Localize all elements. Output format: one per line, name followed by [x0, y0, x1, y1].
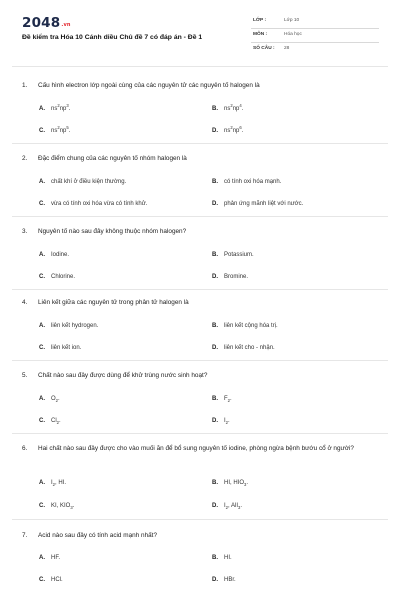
option-text: $ns^2np^6$. — [224, 125, 244, 134]
meta-value: Hóa học — [284, 32, 302, 37]
option-text: $F_2$. — [224, 396, 232, 404]
question-stem — [22, 531, 372, 542]
option-c[interactable] — [39, 201, 147, 207]
option-b[interactable] — [212, 252, 254, 258]
question-divider — [12, 433, 388, 434]
option-letter: B. — [212, 323, 218, 329]
option-c[interactable] — [39, 125, 71, 134]
question-stem — [22, 444, 372, 455]
option-letter: C. — [39, 418, 45, 424]
option-letter: A. — [39, 252, 45, 258]
option-d[interactable] — [212, 201, 303, 207]
option-text: $I_2$, HI. — [51, 480, 67, 488]
question-text: Nguyên tố nào sau đây không thuộc nhóm halogen? — [38, 228, 187, 235]
option-c[interactable] — [39, 418, 61, 424]
option-letter: A. — [39, 396, 45, 402]
question-stem — [22, 154, 372, 165]
option-b[interactable] — [212, 179, 281, 185]
option-d[interactable] — [212, 345, 275, 351]
meta-key: LỚP : — [253, 18, 267, 23]
option-letter: A. — [39, 480, 45, 486]
option-text: liên kết ion. — [51, 345, 82, 351]
option-text: $ns^2np^4$. — [224, 103, 244, 112]
meta-key: SỐ CÂU : — [253, 46, 275, 51]
option-a[interactable] — [39, 252, 69, 258]
site-logo[interactable] — [22, 15, 71, 31]
document-title: Đề kiểm tra Hóa 10 Cánh diều Chủ đề 7 có đáp án - Đề 1 — [22, 34, 203, 41]
option-a[interactable] — [39, 396, 60, 402]
option-text: có tính oxi hóa mạnh. — [224, 179, 282, 185]
option-letter: D. — [212, 577, 218, 583]
option-letter: D. — [212, 503, 218, 509]
option-text: $I_2$, AlI$_3$. — [224, 503, 243, 511]
option-d[interactable] — [212, 418, 230, 424]
option-letter: C. — [39, 577, 45, 583]
option-letter: A. — [39, 106, 45, 112]
question-number: 6. — [22, 445, 28, 452]
option-d[interactable] — [212, 125, 244, 134]
option-a[interactable] — [39, 179, 126, 185]
option-text: HI, $HIO_3$. — [224, 480, 249, 488]
option-letter: D. — [212, 345, 218, 351]
question-text: Hai chất nào sau đây được cho vào muối ăn để bổ sung nguyên tố iodine, phòng ngừa bệnh bướu cổ ở người? — [38, 445, 354, 452]
option-letter: B. — [212, 252, 218, 258]
question-stem — [22, 227, 372, 238]
question-number: 3. — [22, 228, 28, 235]
option-b[interactable] — [212, 396, 232, 402]
option-text: Potassium. — [224, 252, 254, 258]
question-number: 1. — [22, 82, 28, 89]
meta-value: Lớp 10 — [284, 18, 300, 23]
option-letter: A. — [39, 179, 45, 185]
option-a[interactable] — [39, 555, 60, 561]
question-text: Đặc điểm chung của các nguyên tố nhóm halogen là — [38, 155, 187, 162]
option-text: Bromine. — [224, 274, 249, 280]
option-letter: D. — [212, 418, 218, 424]
question-number: 2. — [22, 155, 28, 162]
option-text: HBr. — [224, 577, 236, 583]
question-text: Acid nào sau đây có tính acid mạnh nhất? — [38, 532, 158, 539]
question-divider — [12, 289, 388, 290]
option-a[interactable] — [39, 103, 71, 112]
option-letter: B. — [212, 106, 218, 112]
option-b[interactable] — [212, 555, 232, 561]
option-text: HI. — [224, 555, 232, 561]
option-letter: B. — [212, 396, 218, 402]
option-letter: B. — [212, 179, 218, 185]
option-text: Chlorine. — [51, 274, 76, 280]
option-letter: D. — [212, 128, 218, 134]
option-b[interactable] — [212, 103, 244, 112]
meta-row-class — [251, 15, 379, 29]
option-letter: C. — [39, 201, 45, 207]
option-a[interactable] — [39, 323, 98, 329]
question-stem — [22, 371, 372, 382]
question-number: 7. — [22, 532, 28, 539]
option-b[interactable] — [212, 480, 248, 486]
option-letter: C. — [39, 274, 45, 280]
option-text: liên kết hydrogen. — [51, 323, 99, 329]
option-letter: B. — [212, 480, 218, 486]
question-text: Chất nào sau đây được dùng để khử trùng nước sinh hoạt? — [38, 372, 208, 379]
option-letter: B. — [212, 555, 218, 561]
question-stem — [22, 81, 372, 92]
option-letter: A. — [39, 555, 45, 561]
question-text: Cấu hình electron lớp ngoài cùng của các nguyên tử các nguyên tố halogen là — [38, 82, 260, 89]
logo-domain: .vn — [61, 22, 71, 28]
option-text: KI, $KIO_3$. — [51, 503, 75, 511]
option-text: chất khí ở điều kiện thường. — [51, 179, 127, 185]
option-letter: D. — [212, 274, 218, 280]
option-text: vừa có tính oxi hóa vừa có tính khử. — [51, 201, 148, 207]
meta-value: 28 — [284, 46, 290, 51]
question-divider — [12, 519, 388, 520]
meta-key: MÔN : — [253, 32, 268, 37]
option-letter: C. — [39, 128, 45, 134]
logo-text: 2048 — [22, 15, 61, 31]
option-text: HF. — [51, 555, 60, 561]
option-c[interactable] — [39, 503, 74, 509]
option-b[interactable] — [212, 323, 278, 329]
option-letter: C. — [39, 345, 45, 351]
meta-row-subject — [251, 29, 379, 43]
question-stem — [22, 298, 372, 309]
option-text: $Cl_2$. — [51, 418, 61, 426]
option-c[interactable] — [39, 274, 75, 280]
question-divider — [12, 143, 388, 144]
question-divider — [12, 360, 388, 361]
question-number: 4. — [22, 299, 28, 306]
option-letter: D. — [212, 201, 218, 207]
option-a[interactable] — [39, 480, 66, 486]
option-text: $I_2$. — [224, 418, 230, 426]
option-text: liên kết cộng hóa trị. — [224, 323, 278, 329]
option-letter: A. — [39, 323, 45, 329]
option-letter: C. — [39, 503, 45, 509]
option-text: $ns^2np^3$. — [51, 103, 71, 112]
option-text: Iodine. — [51, 252, 70, 258]
option-text: HCl. — [51, 577, 63, 583]
option-text: $O_2$. — [51, 396, 60, 404]
page-header — [0, 0, 400, 66]
option-text: liên kết cho - nhận. — [224, 345, 275, 351]
header-divider — [12, 66, 388, 67]
question-number: 5. — [22, 372, 28, 379]
option-d[interactable] — [212, 274, 248, 280]
meta-row-question-count — [251, 43, 379, 57]
option-c[interactable] — [39, 577, 63, 583]
question-divider — [12, 216, 388, 217]
option-d[interactable] — [212, 503, 242, 509]
option-text: phản ứng mãnh liệt với nước. — [224, 201, 304, 207]
option-c[interactable] — [39, 345, 81, 351]
option-text: $ns^2np^5$. — [51, 125, 71, 134]
option-d[interactable] — [212, 577, 236, 583]
question-text: Liên kết giữa các nguyên tử trong phân tử halogen là — [38, 299, 189, 306]
